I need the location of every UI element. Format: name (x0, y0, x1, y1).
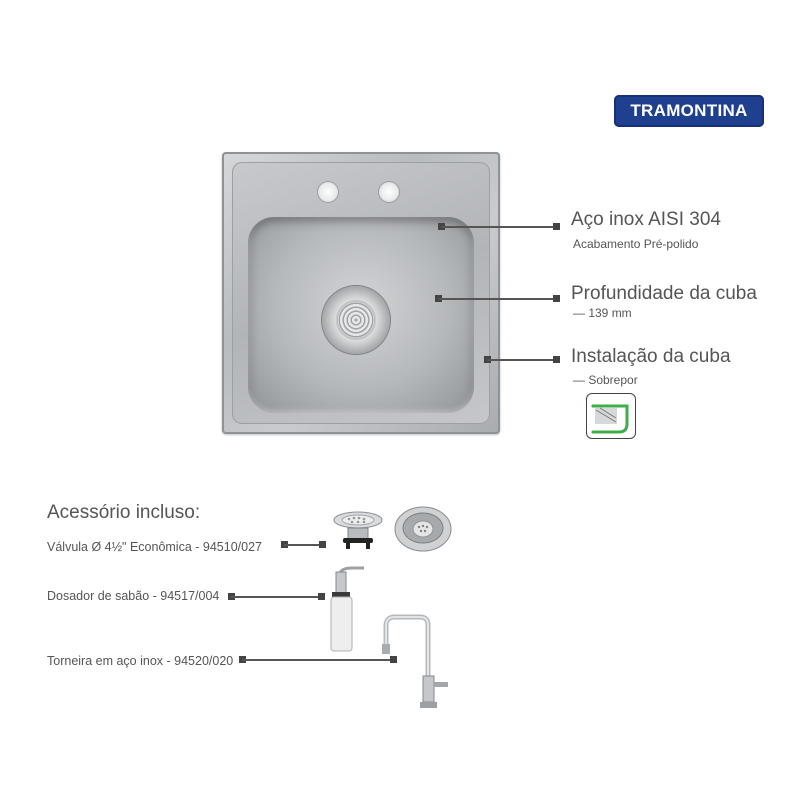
callout-marker (553, 223, 560, 230)
callout-line (231, 596, 321, 598)
faucet-hole-left (318, 182, 338, 202)
feature-title: Aço inox AISI 304 (571, 209, 721, 230)
feature-title: Profundidade da cuba (571, 283, 757, 304)
feature-detail: — 139 mm (573, 306, 632, 320)
drain-strainer (338, 302, 374, 338)
valve-icon (331, 508, 385, 552)
accessory-label-faucet: Torneira em aço inox - 94520/020 (47, 654, 234, 668)
accessory-label-valve: Válvula Ø 4½" Econômica - 94510/027 (47, 540, 262, 554)
feature-detail: Acabamento Pré-polido (573, 237, 699, 251)
callout-line (242, 659, 394, 661)
feature-title: Instalação da cuba (571, 346, 731, 367)
accessories-title: Acessório incluso: (47, 502, 201, 523)
callout-marker (319, 541, 326, 548)
callout-line (284, 544, 322, 546)
install-type-icon (586, 393, 636, 439)
strainer-icon (392, 505, 454, 555)
callout-marker (553, 356, 560, 363)
soap-dispenser-icon (318, 565, 368, 655)
accessory-label-soap: Dosador de sabão - 94517/004 (47, 589, 220, 603)
faucet-icon (378, 612, 452, 712)
feature-detail: — Sobrepor (573, 373, 638, 387)
faucet-hole-right (379, 182, 399, 202)
brand-logo: TRAMONTINA (614, 95, 764, 127)
callout-line (487, 359, 556, 361)
callout-marker (553, 295, 560, 302)
callout-line (441, 226, 556, 228)
callout-line (438, 298, 556, 300)
